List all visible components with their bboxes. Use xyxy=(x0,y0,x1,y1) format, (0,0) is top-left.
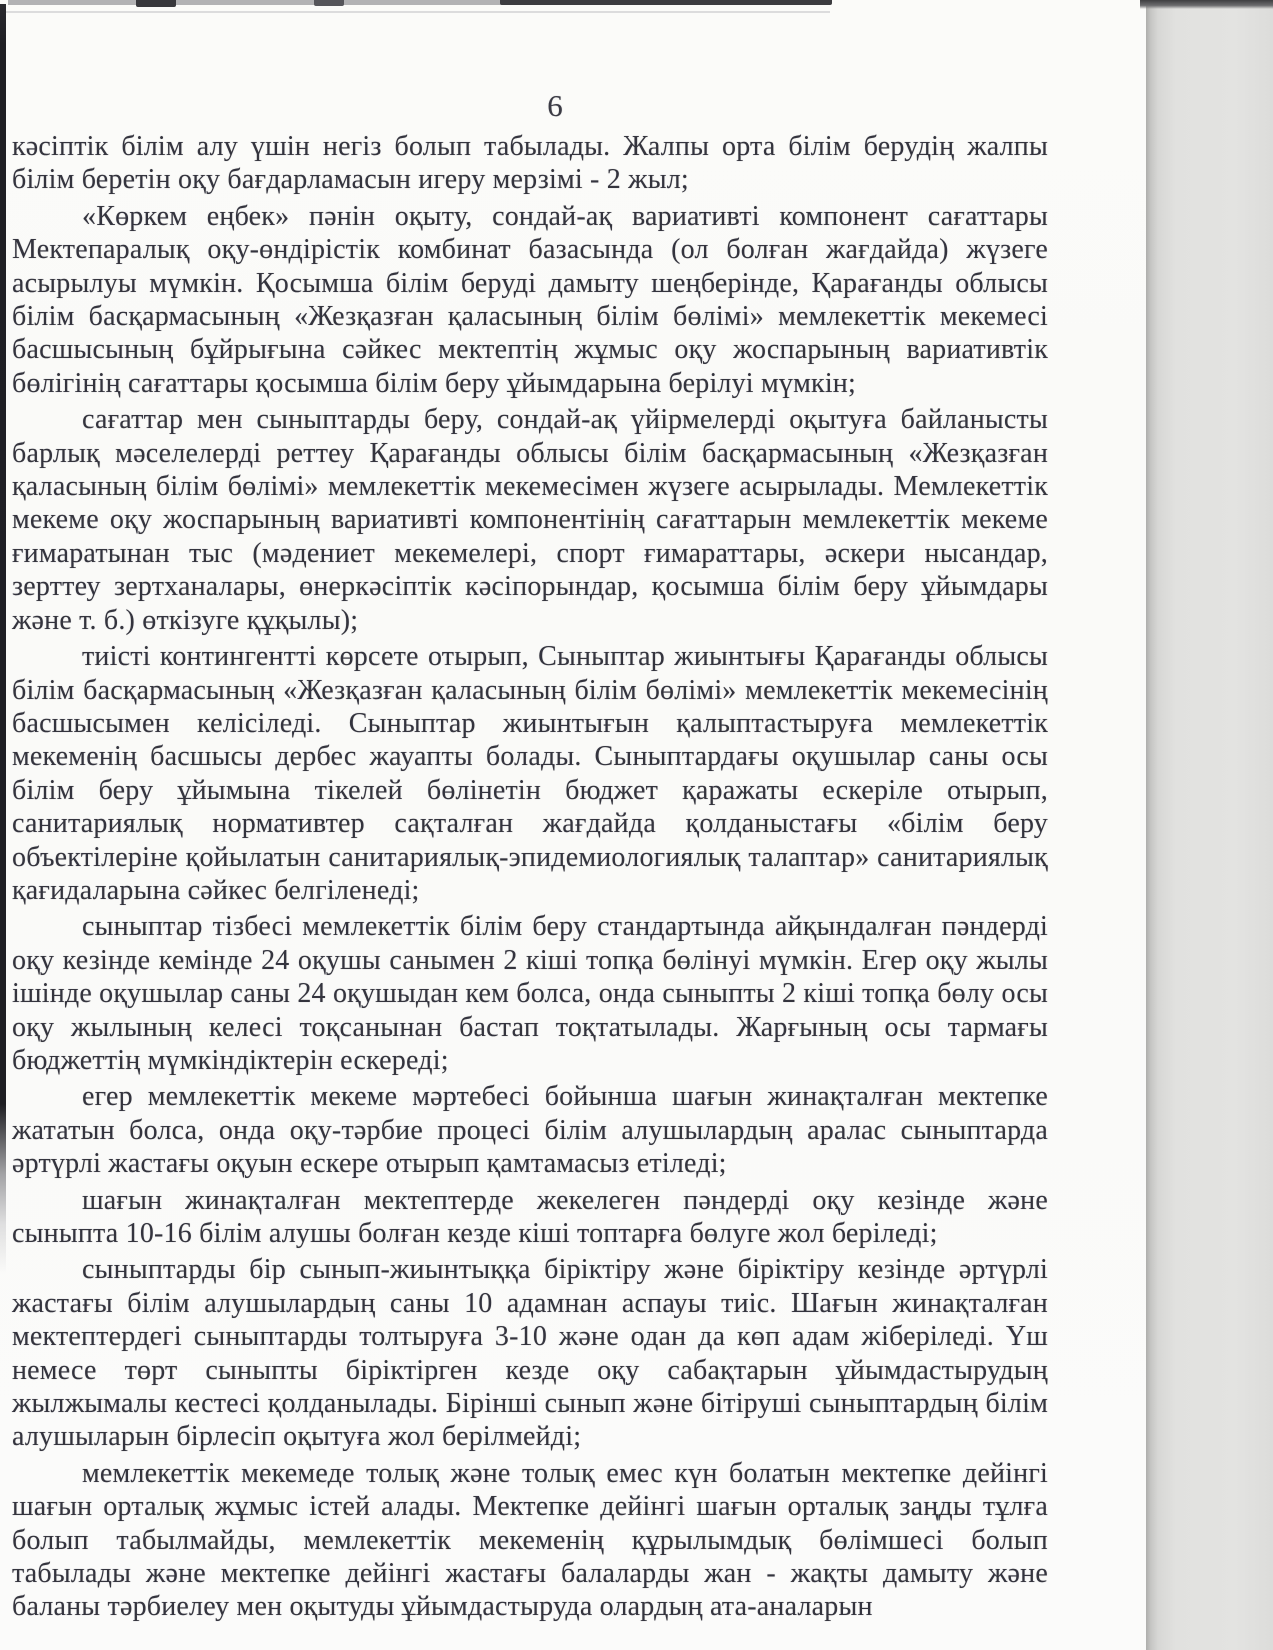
scan-top-band-dark xyxy=(500,0,832,5)
scan-top-band-light xyxy=(8,0,503,5)
scan-right-edge-strip xyxy=(1146,0,1273,1650)
page-number: 6 xyxy=(547,88,563,123)
paragraph: «Көркем еңбек» пәнін оқыту, сондай-ақ вариативті компонент сағаттары Мектепаралық оқу-өндірістік комбинат базасында (ол болған жағдайда) жүзеге асырылуы мүмкін. Қосымша білім беруді дамыту шеңберінде, Қарағанды облысы білім басқармасының «Жезқазған қаласының білім бөлімі» мемлекеттік мекемесі басшысының бұйрығына сәйкес мектептің жұмыс оқу жоспарының вариативтік бөлігінің сағаттары қосымша білім беру ұйымдарына берілуі мүмкін; xyxy=(12,200,1048,399)
scan-right-edge-top-shadow xyxy=(1140,0,1273,9)
scan-left-edge-strip xyxy=(0,4,6,1274)
paragraph: кәсіптік білім алу үшін негіз болып табылады. Жалпы орта білім берудің жалпы білім беретін оқу бағдарламасын игеру мерзімі - 2 жыл; xyxy=(12,131,1048,196)
paragraph: сағаттар мен сыныптарды беру, сондай-ақ үйірмелерді оқытуға байланысты барлық мәселелерді реттеу Қарағанды облысы білім басқармасының «Жезқазған қаласының білім бөлімі» мемлекеттік мекемесімен жүзеге асырылады. Мемлекеттік мекеме оқу жоспарының вариативті компонентінің сағаттарын мемлекеттік мекеме ғимаратынан тыс (мәдениет мекемелері, спорт ғимараттары, әскери нысандар, зерттеу зертханалары, өнеркәсіптік кәсіпорындар, қосымша білім беру ұйымдары және т. б.) өткізуге құқылы); xyxy=(12,404,1048,636)
paragraph: тиісті контингентті көрсете отырып, Сыныптар жиынтығы Қарағанды облысы білім басқармасының «Жезқазған қаласының білім бөлімі» мемлекеттік мекемесінің басшысымен келісіледі. Сыныптар жиынтығын қалыптастыруға мемлекеттік мекеменің басшысы дербес жауапты болады. Сыныптардағы оқушылар саны осы білім беру ұйымына тікелей бөлінетін бюджет қаражаты ескеріле отырып, санитариялық нормативтер сақталған жағдайда қолданыстағы «білім беру объектілеріне қойылатын санитариялық-эпидемиологиялық талаптар» санитариялық қағидаларына сәйкес белгіленеді; xyxy=(12,641,1048,906)
paragraph: сыныптарды бір сынып-жиынтыққа біріктіру және біріктіру кезінде әртүрлі жастағы білім алушылардың саны 10 адамнан аспауы тиіс. Шағын жинақталған мектептердегі сыныптарды толтыруға 3-10 және одан да көп адам жіберіледі. Үш немесе төрт сыныпты біріктірген кезде оқу сабақтарын ұйымдастырудың жылжымалы кестесі қолданылады. Бірінші сынып және бітіруші сыныптардың білім алушыларын бірлесіп оқытуға жол берілмейді; xyxy=(12,1254,1048,1453)
scan-top-faint-line xyxy=(0,11,830,13)
paragraph: мемлекеттік мекемеде толық және толық емес күн болатын мектепке дейінгі шағын орталық жұмыс істей алады. Мектепке дейінгі шағын орталық заңды тұлға болып табылмайды, мемлекеттік мекеменің құрылымдық бөлімшесі болып табылады және мектепке дейінгі жастағы балаларды жан - жақты дамыту және баланы тәрбиелеу мен оқытуды ұйымдастыруда олардың ата-аналарын xyxy=(12,1457,1048,1623)
document-body xyxy=(12,130,1048,1624)
paragraph: сыныптар тізбесі мемлекеттік білім беру стандартында айқындалған пәндерді оқу кезінде кемінде 24 оқушы санымен 2 кіші топқа бөлінуі мүмкін. Егер оқу жылы ішінде оқушылар саны 24 оқушыдан кем болса, онда сыныпты 2 кіші топқа бөлу осы оқу жылының келесі тоқсанынан бастап тоқтатылады. Жарғының осы тармағы бюджеттің мүмкіндіктерін ескереді; xyxy=(12,911,1048,1076)
paragraph: шағын жинақталған мектептерде жекелеген пәндерді оқу кезінде және сыныпта 10-16 білім алушы болған кезде кіші топтарға бөлуге жол беріледі; xyxy=(12,1184,1048,1249)
paragraph: егер мемлекеттік мекеме мәртебесі бойынша шағын жинақталған мектепке жататын болса, онда оқу-тәрбие процесі білім алушылардың аралас сыныптарда әртүрлі жастағы оқуын ескере отырып қамтамасыз етіледі; xyxy=(12,1081,1048,1180)
scan-top-dash xyxy=(314,0,344,6)
scan-top-dash xyxy=(136,0,176,7)
